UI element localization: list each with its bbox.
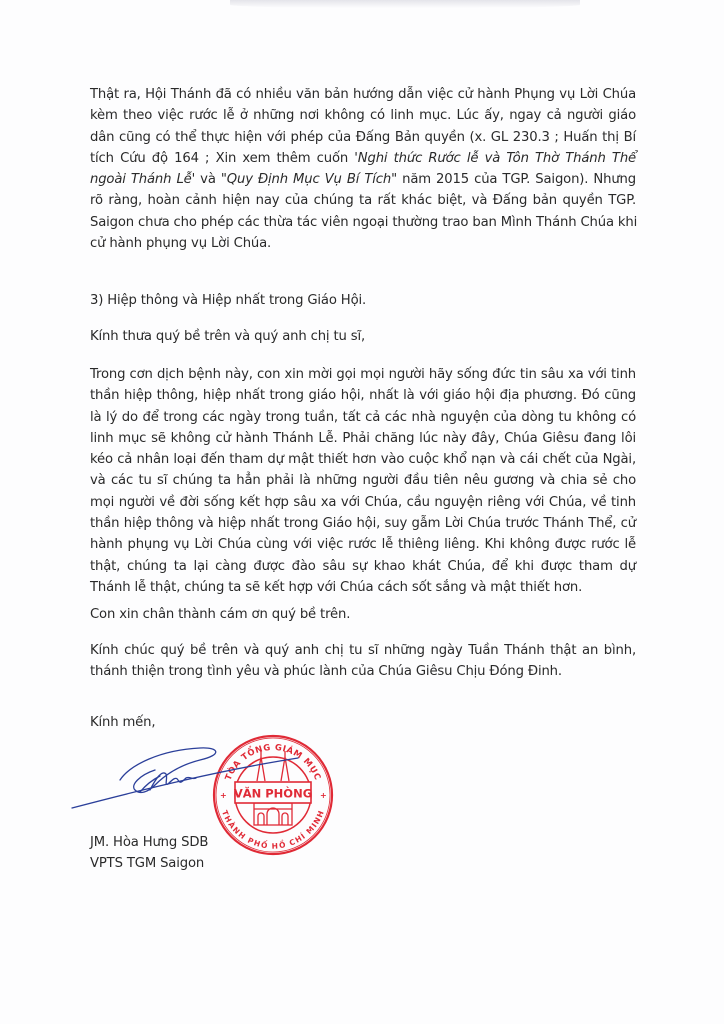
text-line: cử hành phụng vụ Lời Chúa.: [90, 236, 272, 252]
text-line: Thánh lễ thật, chúng ta sẽ kết hợp với Chúa cách sốt sắng và mật thiết hơn.: [90, 579, 583, 595]
text-line: linh mục sẽ không cử hành Thánh Lễ. Phải chăng lúc này đây, Chúa Giêsu đang lôi: [90, 430, 636, 446]
text-line: [90, 148, 636, 169]
text-line: Saigon chưa cho phép các thừa tác viên ngoại thường trao ban Mình Thánh Chúa khi: [90, 214, 638, 230]
text-line: và các tu sĩ chúng ta hẳn phải là những người đầu tiên nêu gương và chia sẻ cho: [90, 473, 636, 489]
stamp-cross-right: +: [320, 791, 327, 800]
signature-stroke: [120, 748, 216, 793]
stamp-top-text: TÒA TỔNG GIÁM MỤC: [223, 742, 323, 782]
text-line: Thật ra, Hội Thánh đã có nhiều văn bản hướng dẫn việc cử hành Phụng vụ Lời Chúa: [90, 87, 636, 102]
stamp-center-text: VĂN PHÒNG: [233, 786, 313, 801]
section-heading: 3) Hiệp thông và Hiệp nhất trong Giáo Hội.: [90, 293, 367, 308]
paragraph-liturgy-note: [90, 84, 636, 254]
book-title: ngoài Thánh Lễ': [90, 172, 196, 188]
text-line: [90, 169, 636, 190]
text-span: tích Cứu độ 164 ; Xin xem thêm cuốn: [90, 150, 355, 166]
text-line: hành phụng vụ Lời Chúa cùng với việc rước lễ thiêng liêng. Khi không được rước lễ: [90, 537, 636, 553]
text-line: mọi người về đời sống kết hợp sâu xa với Chúa, cầu nguyện riêng với Chúa, về tinh: [90, 494, 636, 510]
text-line: rõ ràng, hoàn cảnh hiện nay của chúng ta rất khác biệt, và Đấng bản quyền TGP.: [90, 193, 636, 209]
signer-title: VPTS TGM Saigon: [90, 856, 205, 871]
closing: Kính mến,: [90, 715, 156, 730]
text-line: Trong cơn dịch bệnh này, con xin mời gọi mọi người hãy sống đức tin sâu xa với tinh: [90, 367, 636, 382]
text-line: kéo cả nhân loại đến tham dự mật thiết hơn vào cuộc khổ nạn và cái chết của Ngài,: [90, 452, 636, 468]
text-line: là lý do để trong các ngày trong tuần, tất cả các nhà nguyện của dòng tu không có: [90, 409, 636, 425]
paragraph-communion: [90, 364, 636, 598]
stamp-bottom-text: THÀNH PHỐ HỒ CHÍ MINH: [220, 809, 326, 851]
handwritten-signature: [70, 740, 300, 815]
book-title: "Quy Định Mục Vụ Bí Tích": [220, 172, 398, 188]
text-span: và: [195, 172, 221, 188]
text-line: thần hiệp thông, hiệp nhất trong giáo hội, nhất là với giáo hội địa phương. Đó cũng: [90, 388, 636, 404]
scan-shadow: [230, 0, 580, 8]
stamp-cross-left: +: [220, 791, 227, 800]
text-line: dân cũng có thể thực hiện với phép của Đấng Bản quyền (x. GL 230.3 ; Huấn thị Bí: [90, 129, 636, 145]
book-title: 'Nghi thức Rước lễ và Tôn Thờ Thánh Thể: [354, 150, 637, 166]
text-line: kèm theo việc rước lễ ở những nơi không có linh mục. Lúc ấy, ngay cả người giáo: [90, 108, 636, 124]
text-line: thánh thiện trong tình yêu và phúc lành của Chúa Giêsu Chịu Đóng Đinh.: [90, 664, 562, 680]
text-line: Kính chúc quý bề trên và quý anh chị tu sĩ những ngày Tuần Thánh thật an bình,: [90, 643, 636, 658]
signer-name: JM. Hòa Hưng SDB: [90, 835, 209, 850]
text-line: thần hiệp thông và hiệp nhất trong Giáo hội, suy gẫm Lời Chúa trước Thánh Thể, cử: [90, 516, 636, 532]
salutation: Kính thưa quý bề trên và quý anh chị tu sĩ,: [90, 329, 366, 344]
thanks-line: Con xin chân thành cám ơn quý bề trên.: [90, 607, 351, 622]
signature-stroke: [150, 773, 196, 790]
paragraph-wishes: [90, 640, 636, 683]
text-span: năm 2015 của TGP. Saigon). Nhưng: [397, 172, 636, 188]
text-line: thật, chúng ta lại càng được đào sâu sự khao khát Chúa, để khi được tham dự: [90, 558, 636, 574]
